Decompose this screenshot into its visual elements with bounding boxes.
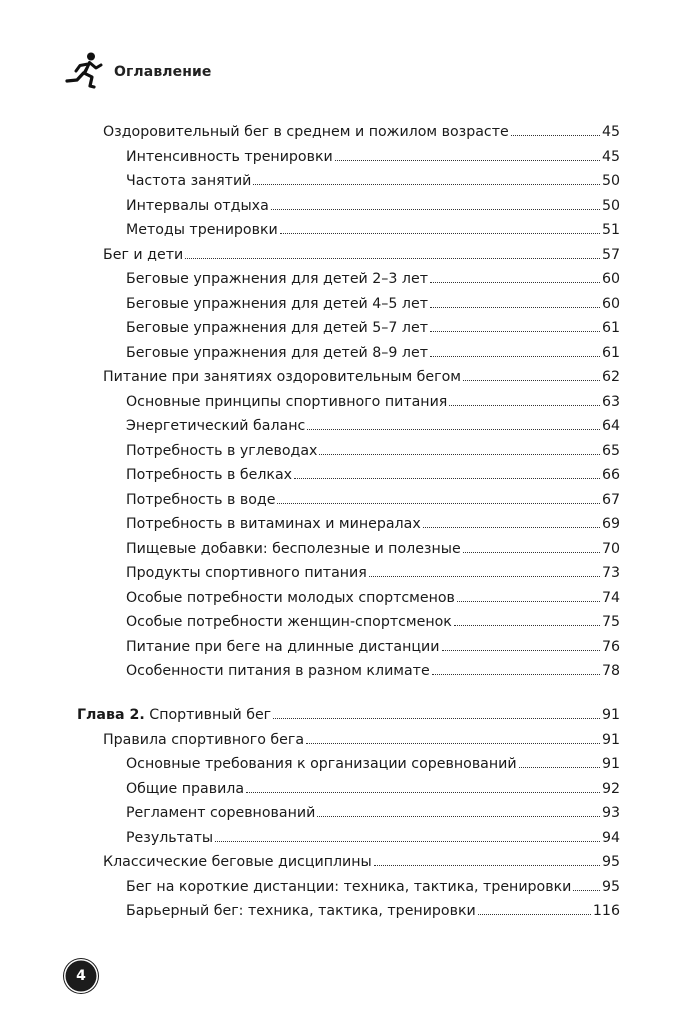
toc-entry-label: [126, 561, 367, 585]
toc-entry-label: [126, 316, 428, 340]
toc-entry-title: Особые потребности молодых спортсменов: [126, 590, 455, 606]
dot-leader: [463, 380, 600, 381]
toc-entry-title: Энергетический баланс: [126, 418, 306, 434]
toc-entry-title: Спортивный бег: [149, 707, 272, 723]
dot-leader: [369, 576, 600, 577]
toc-subsection[interactable]: [126, 316, 620, 340]
toc-section[interactable]: [103, 850, 620, 874]
toc-page-number: 93: [601, 805, 620, 821]
runner-icon: [62, 50, 106, 94]
toc-entry-label: [126, 777, 244, 801]
toc-page-number: 64: [601, 418, 620, 434]
toc-entry-title: Основные требования к организации соревнований: [126, 756, 517, 772]
toc-subsection[interactable]: [126, 292, 620, 316]
toc-entry-title: Результаты: [126, 830, 214, 846]
toc-entry-title: Беговые упражнения для детей 8–9 лет: [126, 345, 428, 361]
toc-entry-label: [126, 537, 461, 561]
toc-entry-title: Методы тренировки: [126, 222, 278, 238]
toc-entry-label: [126, 292, 428, 316]
dot-leader: [253, 184, 600, 185]
toc-entry-title: Частота занятий: [126, 173, 252, 189]
toc-entry-title: Интенсивность тренировки: [126, 149, 333, 165]
toc-entry-title: Продукты спортивного питания: [126, 565, 367, 581]
toc-entry-title: Беговые упражнения для детей 5–7 лет: [126, 320, 428, 336]
toc-page-number: 95: [601, 854, 620, 870]
toc-page-number: 94: [601, 830, 620, 846]
chapter-number: Глава 2.: [77, 707, 145, 723]
toc-entry-title: Потребность в воде: [126, 492, 276, 508]
toc-entry-label: [77, 703, 271, 727]
page-number-badge: 4: [64, 959, 98, 993]
toc-entry-title: Особенности питания в разном климате: [126, 663, 430, 679]
toc-entry-title: Бег и дети: [103, 247, 184, 263]
toc-entry-title: Оздоровительный бег в среднем и пожилом возрасте: [103, 124, 509, 140]
toc-page-number: 45: [601, 124, 620, 140]
toc-entry-label: [126, 488, 275, 512]
toc-page-number: 74: [601, 590, 620, 606]
page-header-title: Оглавление: [114, 64, 212, 80]
toc-subsection[interactable]: [126, 826, 620, 850]
toc-entry-title: Классические беговые дисциплины: [103, 854, 372, 870]
toc-subsection[interactable]: [126, 875, 620, 899]
toc-entry-label: [126, 218, 278, 242]
toc-entry-label: [103, 850, 372, 874]
toc-subsection[interactable]: [126, 586, 620, 610]
toc-subsection[interactable]: [126, 899, 620, 923]
dot-leader: [277, 503, 599, 504]
toc-subsection[interactable]: [126, 610, 620, 634]
toc-entry-label: [126, 169, 251, 193]
toc-entry-label: [103, 243, 183, 267]
toc-subsection[interactable]: [126, 801, 620, 825]
toc-section[interactable]: [103, 120, 620, 144]
toc-page-number: 50: [601, 173, 620, 189]
toc-entry-title: Пищевые добавки: бесполезные и полезные: [126, 541, 461, 557]
toc-subsection[interactable]: [126, 512, 620, 536]
toc-page-number: 65: [601, 443, 620, 459]
toc-entry-title: Питание при занятиях оздоровительным бегом: [103, 369, 461, 385]
toc-subsection[interactable]: [126, 777, 620, 801]
toc-entry-label: [126, 145, 333, 169]
toc-entry-label: [126, 610, 452, 634]
toc-subsection[interactable]: [126, 267, 620, 291]
toc-section[interactable]: [103, 728, 620, 752]
toc-page-number: 91: [601, 707, 620, 723]
toc-entry-title: Потребность в витаминах и минералах: [126, 516, 421, 532]
toc-subsection[interactable]: [126, 169, 620, 193]
toc-entry-label: [126, 439, 317, 463]
toc-subsection[interactable]: [126, 561, 620, 585]
toc-entry-title: Особые потребности женщин-спортсменок: [126, 614, 452, 630]
toc-entry-label: [126, 414, 305, 438]
dot-leader: [294, 478, 600, 479]
toc-subsection[interactable]: [126, 390, 620, 414]
toc-page-number: 62: [601, 369, 620, 385]
toc-page-number: 92: [601, 781, 620, 797]
toc-entry-label: [126, 635, 440, 659]
dot-leader: [185, 258, 600, 259]
dot-leader: [374, 865, 600, 866]
toc-entry-label: [126, 875, 571, 899]
toc-page-number: 45: [601, 149, 620, 165]
toc-entry-title: Потребность в белках: [126, 467, 293, 483]
toc-entry-label: [126, 463, 292, 487]
dot-leader: [519, 767, 600, 768]
toc-subsection[interactable]: [126, 439, 620, 463]
toc-entry-label: [126, 659, 430, 683]
toc-entry-label: [126, 512, 421, 536]
toc-subsection[interactable]: [126, 145, 620, 169]
dot-leader: [430, 356, 600, 357]
dot-leader: [319, 454, 599, 455]
dot-leader: [215, 841, 600, 842]
toc-entry-label: [126, 341, 428, 365]
toc-subsection[interactable]: [126, 537, 620, 561]
toc-page-number: 51: [601, 222, 620, 238]
running-header: [62, 50, 212, 94]
toc-section[interactable]: [103, 365, 620, 389]
toc-page-number: 60: [601, 296, 620, 312]
dot-leader: [463, 552, 600, 553]
dot-leader: [442, 650, 600, 651]
toc-entry-label: [126, 390, 447, 414]
dot-leader: [423, 527, 600, 528]
toc-entry-title: Интервалы отдыха: [126, 198, 269, 214]
toc-entry-label: [126, 826, 213, 850]
toc-page-number: 69: [601, 516, 620, 532]
toc-chapter[interactable]: [77, 703, 620, 727]
dot-leader: [449, 405, 600, 406]
toc-page-number: 61: [601, 320, 620, 336]
toc-page-number: 116: [592, 903, 620, 919]
dot-leader: [307, 429, 600, 430]
toc-subsection[interactable]: [126, 414, 620, 438]
toc-entry-title: Бег на короткие дистанции: техника, тактика, тренировки: [126, 879, 572, 895]
toc-page-number: 76: [601, 639, 620, 655]
toc-entry-title: Регламент соревнований: [126, 805, 316, 821]
dot-leader: [432, 674, 600, 675]
toc-subsection[interactable]: [126, 635, 620, 659]
toc-entry-title: Потребность в углеводах: [126, 443, 318, 459]
toc-page-number: 91: [601, 732, 620, 748]
dot-leader: [335, 160, 600, 161]
toc-entry-label: [126, 752, 517, 776]
toc-subsection[interactable]: [126, 463, 620, 487]
dot-leader: [457, 601, 600, 602]
toc-entry-label: [126, 899, 476, 923]
toc-page-number: 66: [601, 467, 620, 483]
toc-entry-label: [103, 120, 509, 144]
dot-leader: [430, 282, 600, 283]
toc-section[interactable]: [103, 243, 620, 267]
toc-entry-label: [126, 194, 269, 218]
toc-subsection[interactable]: [126, 218, 620, 242]
toc-entry-title: Правила спортивного бега: [103, 732, 305, 748]
dot-leader: [280, 233, 600, 234]
toc-page-number: 60: [601, 271, 620, 287]
dot-leader: [454, 625, 600, 626]
toc-entry-title: Питание при беге на длинные дистанции: [126, 639, 440, 655]
toc-entry-label: [103, 365, 461, 389]
dot-leader: [478, 914, 591, 915]
toc-page-number: 63: [601, 394, 620, 410]
toc-subsection[interactable]: [126, 488, 620, 512]
toc-page-number: 73: [601, 565, 620, 581]
toc-page-number: 78: [601, 663, 620, 679]
toc-page-number: 70: [601, 541, 620, 557]
toc-page-number: 95: [601, 879, 620, 895]
dot-leader: [273, 718, 600, 719]
toc-page-number: 57: [601, 247, 620, 263]
dot-leader: [306, 743, 600, 744]
dot-leader: [573, 890, 600, 891]
dot-leader: [246, 792, 600, 793]
toc-page-number: 61: [601, 345, 620, 361]
toc-entry-label: [126, 267, 428, 291]
dot-leader: [430, 331, 600, 332]
toc-entry-title: Беговые упражнения для детей 2–3 лет: [126, 271, 428, 287]
toc-subsection[interactable]: [126, 752, 620, 776]
toc-entry-label: [126, 586, 455, 610]
toc-page-number: 50: [601, 198, 620, 214]
toc-entry-title: Беговые упражнения для детей 4–5 лет: [126, 296, 428, 312]
dot-leader: [430, 307, 600, 308]
dot-leader: [317, 816, 600, 817]
toc-page-number: 67: [601, 492, 620, 508]
dot-leader: [271, 209, 600, 210]
dot-leader: [511, 135, 600, 136]
toc-entry-label: [103, 728, 304, 752]
toc-page-number: 75: [601, 614, 620, 630]
toc-subsection[interactable]: [126, 659, 620, 683]
toc-entry-label: [126, 801, 315, 825]
toc-subsection[interactable]: [126, 341, 620, 365]
toc-page-number: 91: [601, 756, 620, 772]
toc-entry-title: Барьерный бег: техника, тактика, тренировки: [126, 903, 476, 919]
toc-entry-title: Основные принципы спортивного питания: [126, 394, 448, 410]
toc-entry-title: Общие правила: [126, 781, 245, 797]
toc-subsection[interactable]: [126, 194, 620, 218]
